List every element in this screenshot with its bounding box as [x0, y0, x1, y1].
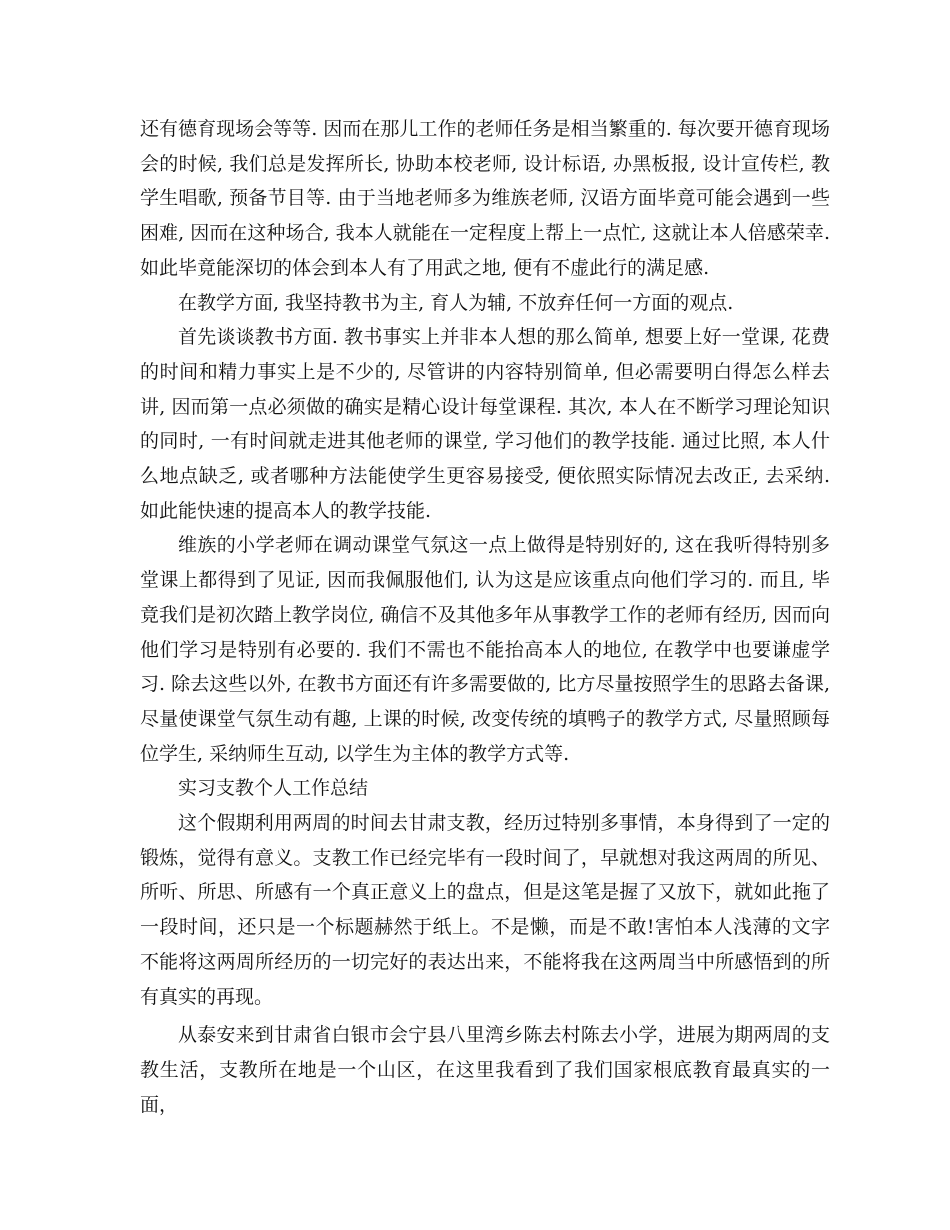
- paragraph-location: 从泰安来到甘肃省白银市会宁县八里湾乡陈去村陈去小学，进展为期两周的支教生活，支教所在地是一个山区，在这里我看到了我们国家根底教育最真实的一面，: [140, 1024, 830, 1116]
- paragraph-teaching-methods: 首先谈谈教书方面. 教书事实上并非本人想的那么简单, 想要上好一堂课, 花费的时间和精力事实上是不少的, 尽管讲的内容特别简单, 但必需要明白得怎么样去讲, 因而第一点必须做的确实是精心设计每堂课程. 其次, 本人在不断学习理论知识的同时, 一有时间就走进其他老师的课堂, 学习他们的教学技能. 通过比照, 本人什么地点缺乏, 或者哪种方法能使学生更容易接受, 便依照实际情况去改正, 去采纳. 如此能快速的提高本人的教学技能.: [140, 326, 830, 522]
- paragraph-summary-intro: 这个假期利用两周的时间去甘肃支教，经历过特别多事情，本身得到了一定的锻炼，觉得有意义。支教工作已经完毕有一段时间了，早就想对我这两周的所见、所听、所思、所感有一个真正意义上的盘点，但是这笔是握了又放下，就如此拖了一段时间，还只是一个标题赫然于纸上。不是懒，而是不敢!害怕本人浅薄的文字不能将这两周所经历的一切完好的表达出来，不能将我在这两周当中所感悟到的所有真实的再现。: [140, 812, 830, 1008]
- paragraph-teaching-approach: 在教学方面, 我坚持教书为主, 育人为辅, 不放弃任何一方面的观点.: [178, 291, 734, 314]
- document-body: [140, 112, 830, 1122]
- section-heading: 实习支教个人工作总结: [178, 777, 369, 800]
- paragraph-learning-from-teachers: 维族的小学老师在调动课堂气氛这一点上做得是特别好的, 这在我听得特别多堂课上都得到了见证, 因而我佩服他们, 认为这是应该重点向他们学习的. 而且, 毕竟我们是初次踏上教学岗位, 确信不及其他多年从事教学工作的老师有经历, 因而向他们学习是特别有必要的. 我们不需也不能抬高本人的地位, 在教学中也要谦虚学习. 除去这些以外, 在教书方面还有许多需要做的, 比方尽量按照学生的思路去备课, 尽量使课堂气氛生动有趣, 上课的时候, 改变传统的填鸭子的教学方式, 尽量照顾每位学生, 采纳师生互动, 以学生为主体的教学方式等.: [140, 534, 830, 765]
- paragraph-continuation: 还有德育现场会等等. 因而在那儿工作的老师任务是相当繁重的. 每次要开德育现场会的时候, 我们总是发挥所长, 协助本校老师, 设计标语, 办黑板报, 设计宣传栏, 教学生唱歌, 预备节目等. 由于当地老师多为维族老师, 汉语方面毕竟可能会遇到一些困难, 因而在这种场合, 我本人就能在一定程度上帮上一点忙, 这就让本人倍感荣幸. 如此毕竟能深切的体会到本人有了用武之地, 便有不虚此行的满足感.: [140, 118, 830, 279]
